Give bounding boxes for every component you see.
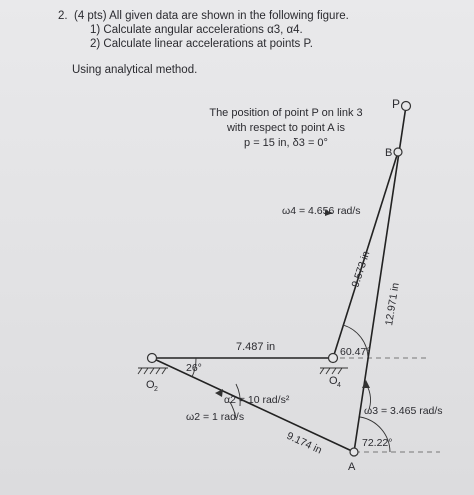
label-o2-sub: 2	[154, 386, 158, 393]
label-p: P	[392, 97, 401, 111]
joint-o4	[329, 354, 338, 363]
position-note-line3: p = 15 in, δ3 = 0°	[244, 137, 328, 149]
angle-theta3: 72.22°	[362, 437, 393, 449]
problem-number: 2.	[58, 10, 68, 22]
omega3-arrowhead	[362, 380, 370, 388]
ground-hatch-o4	[320, 368, 348, 374]
task-item-2: 2) Calculate linear accelerations at points P.	[90, 38, 313, 50]
label-o4-sub: 4	[337, 382, 341, 389]
alpha2-arrowhead	[215, 389, 223, 397]
position-note-line2: with respect to point A is	[226, 122, 345, 134]
angle-theta2: 26°	[186, 362, 202, 374]
length-o2-o4: 7.487 in	[236, 341, 276, 353]
joint-o2	[148, 354, 157, 363]
omega4-label: ω4 = 4.656 rad/s	[282, 205, 361, 217]
position-note-line1: The position of point P on link 3	[209, 107, 363, 119]
task-item-1: 1) Calculate angular accelerations α3, α4.	[90, 24, 303, 36]
ground-hatch-o2	[138, 368, 168, 374]
label-b: B	[385, 147, 393, 159]
label-o4: O	[329, 375, 338, 387]
length-o2-a: 9.174 in	[284, 429, 324, 457]
length-o4-b: 9.573 in	[349, 249, 373, 289]
omega2-label: ω2 = 1 rad/s	[186, 411, 245, 423]
label-o2: O	[146, 379, 155, 391]
problem-points: (4 pts) All given data are shown in the following figure.	[73, 10, 349, 22]
omega3-label: ω3 = 3.465 rad/s	[364, 405, 443, 417]
joint-b	[394, 148, 402, 156]
method-note: Using analytical method.	[72, 64, 198, 76]
joint-a	[350, 448, 358, 456]
length-a-b: 12.971 in	[383, 281, 402, 327]
point-p	[402, 102, 411, 111]
angle-theta4: 60.47°	[340, 346, 371, 358]
alpha2-label: α2 = 10 rad/s²	[224, 394, 290, 406]
label-a: A	[348, 461, 356, 473]
